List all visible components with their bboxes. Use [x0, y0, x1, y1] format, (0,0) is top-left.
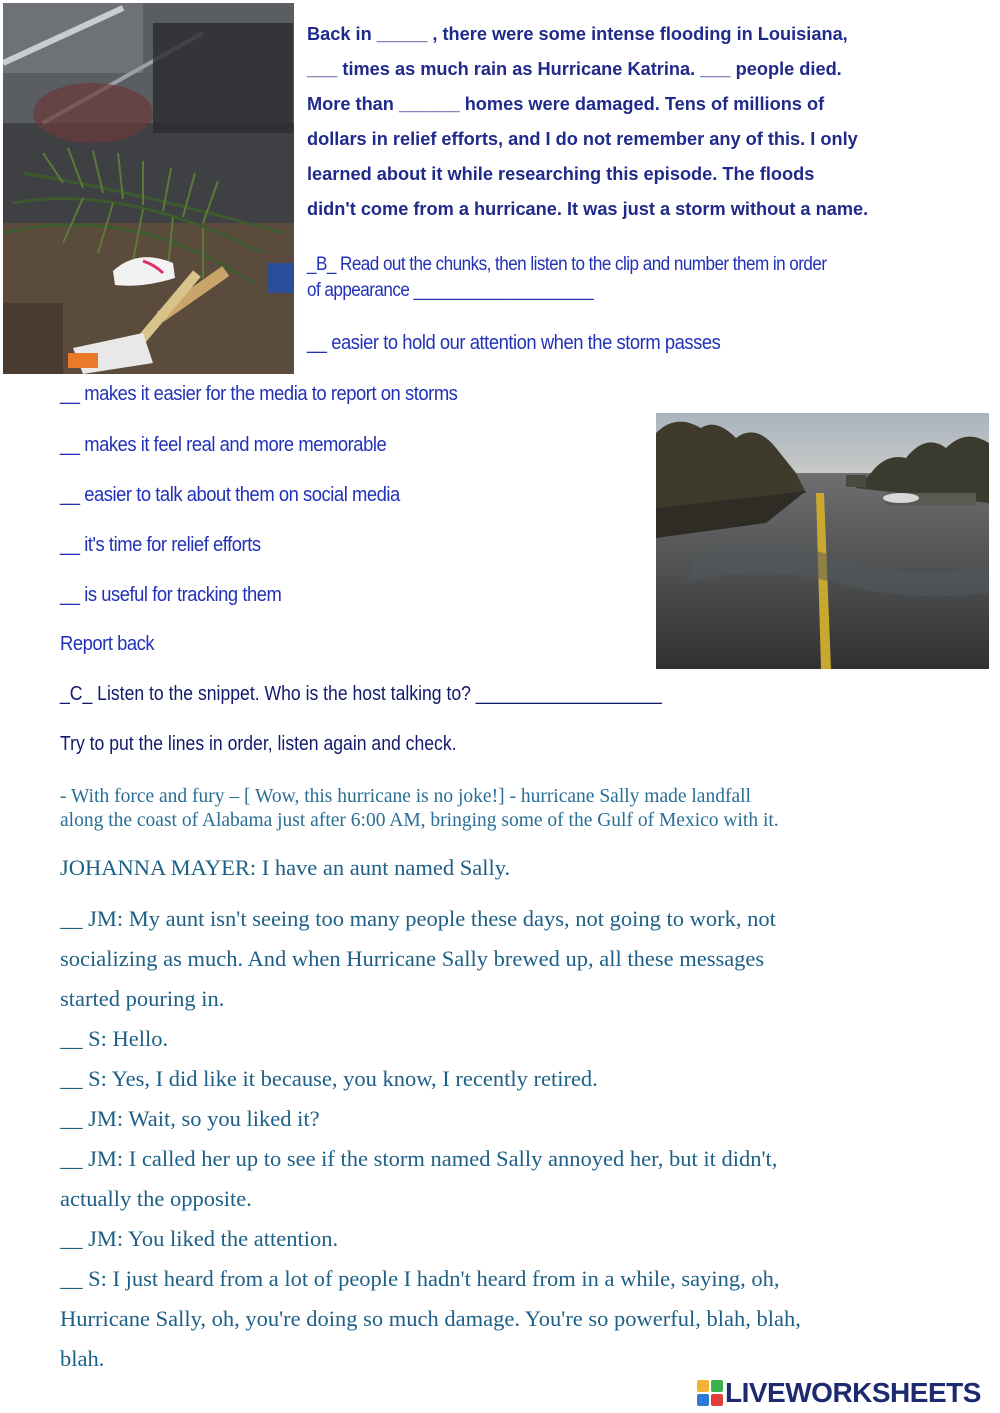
dialogue-line: socializing as much. And when Hurricane Sally brewed up, all these messages: [60, 946, 765, 971]
news-line: along the coast of Alabama just after 6:00 AM, bringing some of the Gulf of Mexico with it.: [60, 810, 779, 831]
section-b-heading-line2: of appearance ____________________: [307, 280, 593, 301]
section-b-heading-line1: _B_ Read out the chunks, then listen to the clip and number them in order: [307, 254, 827, 275]
chunk-item: __ is useful for tracking them: [60, 584, 282, 606]
debris-photo: [3, 3, 294, 374]
chunk-item: __ easier to talk about them on social media: [60, 484, 400, 506]
flooded-street-photo: [656, 413, 989, 669]
chunk-item: __ it's time for relief efforts: [60, 534, 261, 556]
dialogue-line: __ S: Yes, I did like it because, you know, I recently retired.: [60, 1066, 598, 1091]
dialogue-line: __ JM: My aunt isn't seeing too many people these days, not going to work, not: [60, 906, 776, 931]
news-quote: [60, 785, 940, 833]
news-line: - With force and fury – [ Wow, this hurricane is no joke!] - hurricane Sally made landfall: [60, 786, 751, 807]
chunk-item: __ makes it easier for the media to report on storms: [60, 383, 458, 405]
dialogue-line: Hurricane Sally, oh, you're doing so much damage. You're so powerful, blah, blah,: [60, 1306, 801, 1331]
report-back-label: Report back: [60, 633, 155, 655]
liveworksheets-logo: [697, 1377, 981, 1409]
logo-text: LIVEWORKSHEETS: [725, 1377, 981, 1408]
intro-line: Back in _____ , there were some intense flooding in Louisiana,: [307, 24, 848, 44]
intro-line: learned about it while researching this episode. The floods: [307, 164, 815, 184]
intro-line: dollars in relief efforts, and I do not remember any of this. I only: [307, 129, 858, 149]
logo-icon: [697, 1380, 723, 1406]
section-b-heading: [307, 252, 967, 304]
dialogue-line: __ JM: I called her up to see if the storm named Sally annoyed her, but it didn't,: [60, 1146, 778, 1171]
dialogue-line: started pouring in.: [60, 986, 225, 1011]
dialogue-line: __ S: I just heard from a lot of people I hadn't heard from in a while, saying, oh,: [60, 1266, 780, 1291]
intro-line: didn't come from a hurricane. It was just a storm without a name.: [307, 199, 869, 219]
dialogue-block: [60, 899, 950, 1379]
section-c-instruction: Try to put the lines in order, listen again and check.: [60, 733, 457, 755]
dialogue-line: __ JM: You liked the attention.: [60, 1226, 339, 1251]
dialogue-line: __ JM: Wait, so you liked it?: [60, 1106, 320, 1131]
speaker-intro: JOHANNA MAYER: I have an aunt named Sally.: [60, 855, 511, 880]
chunk-item: __ easier to hold our attention when the storm passes: [307, 332, 721, 354]
dialogue-line: __ S: Hello.: [60, 1026, 169, 1051]
dialogue-line: actually the opposite.: [60, 1186, 252, 1211]
dialogue-line: blah.: [60, 1346, 105, 1371]
intro-line: ___ times as much rain as Hurricane Katrina. ___ people died.: [307, 59, 842, 79]
intro-line: More than ______ homes were damaged. Tens of millions of: [307, 94, 825, 114]
chunk-item: __ makes it feel real and more memorable: [60, 434, 387, 456]
intro-paragraph: [307, 17, 967, 227]
section-c-heading: _C_ Listen to the snippet. Who is the host talking to? ___________________: [60, 683, 662, 705]
